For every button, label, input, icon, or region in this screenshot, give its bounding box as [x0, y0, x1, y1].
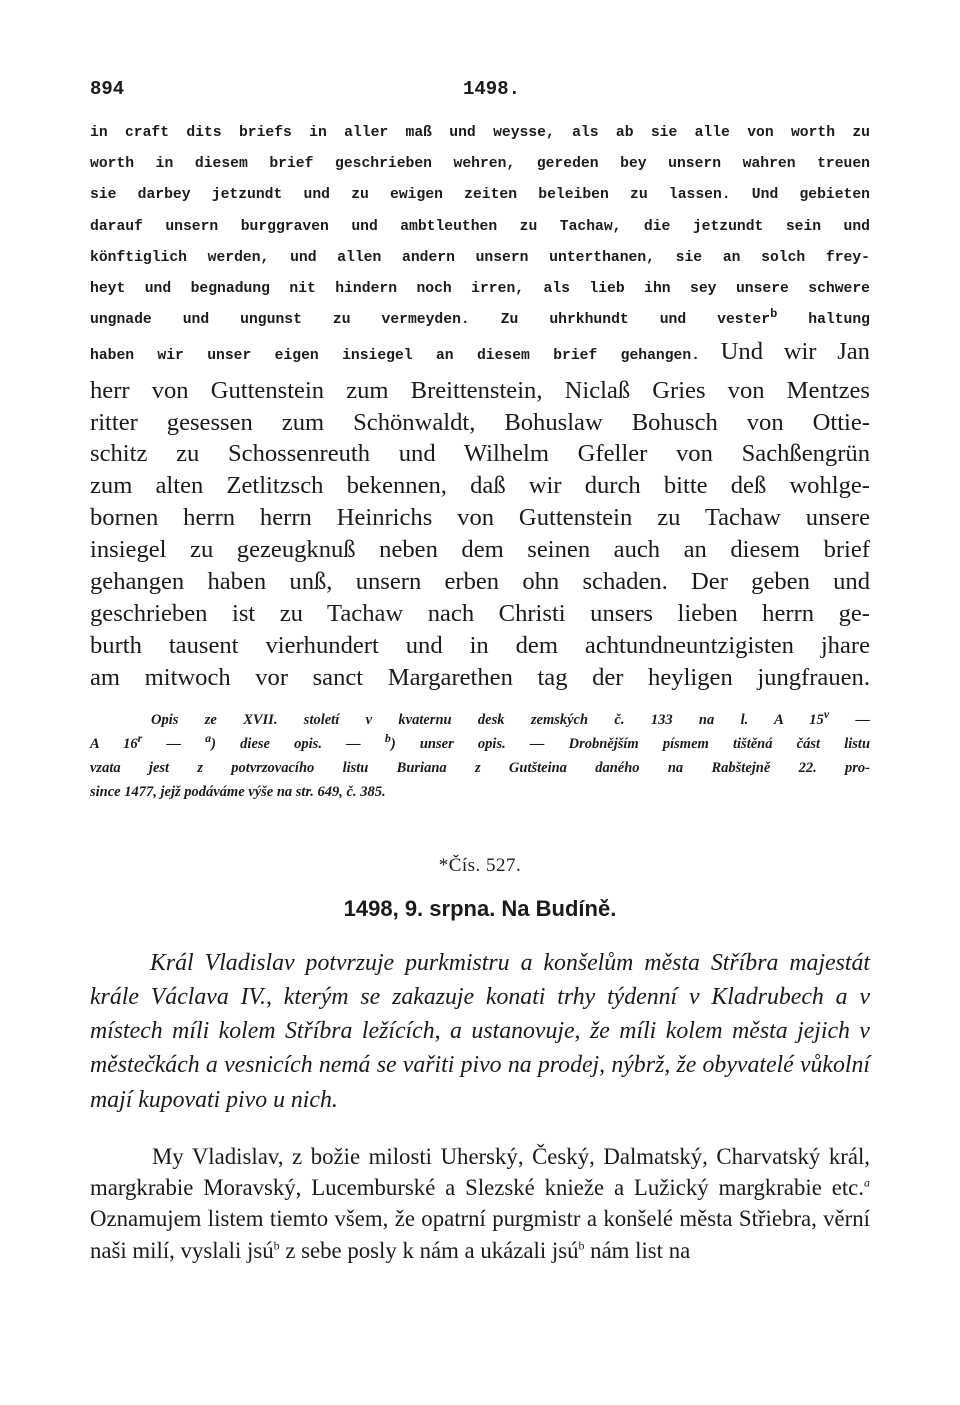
charter-text-czech — [90, 1141, 870, 1266]
footnote-mark: b — [770, 307, 778, 322]
charter-text-small — [90, 118, 870, 373]
text-line: worth in diesem brief geschrieben wehren, gereden bey unsern wahren treuen — [90, 156, 870, 173]
text-fragment: ungnade und ungunst zu vermeyden. Zu uhrkhundt und vester — [90, 312, 771, 329]
note-line — [90, 732, 870, 756]
editorial-note — [90, 708, 870, 804]
text-fragment: ) diese opis. — — [211, 735, 385, 752]
footnote-mark: a — [205, 730, 212, 745]
regest-summary: Král Vladislav potvrzuje purkmistru a konšelům města Stříbra majestát krále Václava IV., kterým se zakazuje konati trhy týdenní v Kladrubech a v místech míli kolem Stříbra ležících, a ustanovuje, že míli kolem města jejich v městečkách a vesnicích nemá se vařiti pivo na prodej, nýbrž, že obyvatelé vůkolní mají kupovati pivo u nich. — [90, 949, 870, 1113]
text-fragment: Und wir Jan — [699, 338, 870, 366]
text-line: burth tausent vierhundert und in dem achtundneuntzigisten jhare — [90, 631, 870, 659]
text-line: am mitwoch vor sanct Margarethen tag der heyligen jungfrauen. — [90, 663, 870, 691]
footnote-mark: v — [823, 706, 830, 721]
footnote-mark: a — [864, 1175, 870, 1190]
footnote-mark: b — [578, 1238, 585, 1252]
footnote-mark: r — [137, 730, 143, 745]
text-fragment: Oznamujem listem tiemto všem, že opatrní purgmistr a konšelé města Střiebra, věrní naši milí, vyslali jsú — [90, 1206, 870, 1263]
note-line: vzata jest z potvrzovacího listu Buriana z Gutšteina daného na Rabštejně 22. pro- — [90, 759, 870, 776]
footnote-mark: b — [273, 1238, 280, 1252]
text-line: gehangen haben unß, unsern erben ohn schaden. Der geben und — [90, 568, 870, 596]
document-number: *Čís. 527. — [438, 854, 522, 876]
text-fragment: — — [142, 735, 206, 752]
text-line: ritter gesessen zum Schönwaldt, Bohuslaw Bohusch von Ottie- — [90, 408, 870, 436]
text-fragment: ) unser opis. — Drobnějším písmem tištěná část listu — [390, 735, 871, 752]
text-line: herr von Guttenstein zum Breittenstein, Niclaß Gries von Mentzes — [90, 376, 870, 404]
page-header — [90, 78, 870, 112]
text-line — [90, 336, 870, 372]
document-page — [90, 78, 870, 1266]
text-line: schitz zu Schossenreuth und Wilhelm Gfeller von Sachßengrün — [90, 440, 870, 468]
text-fragment: z sebe posly k nám a ukázali jsú — [279, 1237, 579, 1263]
text-line: könftiglich werden, und allen andern unsern unterthanen, sie an solch frey- — [90, 249, 870, 266]
text-line — [90, 305, 870, 336]
document-date-place: 1498, 9. srpna. Na Budíně. — [343, 895, 617, 921]
text-line: bornen herrn herrn Heinrichs von Guttenstein zu Tachaw unsere — [90, 504, 870, 532]
text-line: in craft dits briefs in aller maß und weysse, als ab sie alle von worth zu — [90, 125, 870, 141]
text-fragment: haltung — [777, 312, 870, 329]
text-fragment: — — [829, 711, 870, 728]
note-line: since 1477, jejž podáváme výše na str. 649, č. 385. — [90, 783, 386, 800]
page-number: 894 — [90, 78, 125, 100]
text-line: sie darbey jetzundt und zu ewigen zeiten beleiben zu lassen. Und gebieten — [90, 187, 870, 204]
text-line: zum alten Zetlitzsch bekennen, daß wir durch bitte deß wohlge- — [90, 472, 870, 500]
charter-text-large — [90, 375, 870, 694]
text-fragment: My Vladislav, z božie milosti Uherský, Český, Dalmatský, Charvatský král, margkrabie Moravský, Lucemburské a Slezské knieže a Lužický margkrabie etc. — [90, 1143, 870, 1200]
running-head-year: 1498. — [463, 78, 521, 100]
note-line — [151, 708, 870, 732]
text-line: insiegel zu gezeugknuß neben dem seinen auch an diesem brief — [90, 536, 870, 564]
text-fragment: Opis ze XVII. století v kvaternu desk zemských č. 133 na l. A 15 — [151, 711, 824, 728]
text-fragment: A 16 — [90, 735, 138, 752]
footnote-mark: b — [384, 730, 391, 745]
text-line: geschrieben ist zu Tachaw nach Christi unsers lieben herrn ge- — [90, 599, 870, 627]
text-line: darauf unsern burggraven und ambtleuthen zu Tachaw, die jetzundt sein und — [90, 218, 870, 235]
text-fragment: haben wir unser eigen insiegel an diesem brief gehangen. — [90, 348, 700, 365]
text-fragment: nám list na — [584, 1237, 691, 1263]
text-line: heyt und begnadung nit hindern noch irren, als lieb ihn sey unsere schwere — [90, 281, 870, 298]
